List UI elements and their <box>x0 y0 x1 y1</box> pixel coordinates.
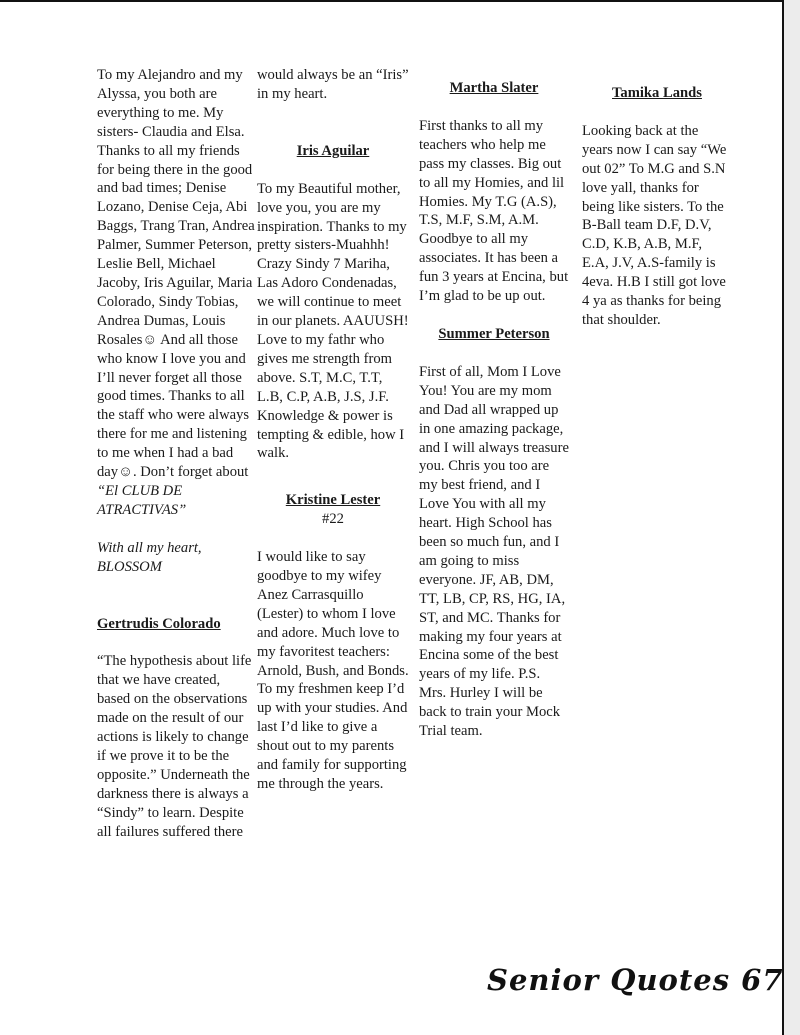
column-1 <box>97 66 255 842</box>
spacer <box>257 161 409 180</box>
student-number: #22 <box>322 511 344 528</box>
quote-text-tamika: Looking back at the years now I can say “We out 02” To M.G and S.N love yall, thanks for being like sisters. To the B-Ball team D.F, D.V, C.D, K.B, A.B, M.F, E.A, J.V, A.S-family is 4eva. H.B I still got love 4 ya as thanks for being that shoulder. <box>582 122 727 328</box>
student-name-iris: Iris Aguilar <box>296 142 370 159</box>
quote-text-kristine: I would like to say goodbye to my wifey Anez Carrasquillo (Lester) to whom I love and adore. Much love to my favoritest teachers: Arnold, Bush, and Bonds. To my freshmen keep I’d up with your studies. And last I’d like to give a shout out to my parents and family for supporting me through the years. <box>257 549 409 792</box>
column-2 <box>257 66 409 794</box>
club-name-italic: “El CLUB DE ATRACTIVAS” <box>97 482 187 518</box>
spacer <box>582 103 732 122</box>
student-name-kristine: Kristine Lester <box>285 492 381 509</box>
quote-text-martha: First thanks to all my teachers who help me pass my classes. Big out to all my Homies, and lil Homies. My T.G (A.S), T.S, M.F, S.M, A.M. Goodbye to all my associates. It has been a fun 3 years at Encina, but I’m glad to be up out. <box>419 117 569 305</box>
signoff-name: BLOSSOM <box>97 558 162 575</box>
spacer <box>257 529 409 548</box>
spacer <box>419 344 569 363</box>
page-top-border <box>0 0 782 2</box>
column-4 <box>582 84 732 330</box>
student-name-gertrudis: Gertrudis Colorado <box>97 615 221 632</box>
spacer <box>257 104 409 142</box>
student-name-summer: Summer Peterson <box>438 325 550 342</box>
quote-text-summer: First of all, Mom I Love You! You are my mom and Dad all wrapped up in one amazing package, and I will always treasure you. Chris you too are my best friend, and I Love You with all my heart. High School has been so much fun, and I am going to miss everyone. JF, AB, DM, TT, LB, CP, RS, HG, IA, ST, and MC. Thanks for making my four years at Encina some of the best years of my life. P.S. Mrs. Hurley I will be back to train your Mock Trial team. <box>419 363 569 740</box>
spacer <box>97 577 255 615</box>
spacer <box>419 98 569 117</box>
student-name-tamika: Tamika Lands <box>612 85 702 101</box>
spacer <box>257 463 409 491</box>
page-footer-title: Senior Quotes 67 <box>487 963 784 997</box>
spacer <box>97 633 255 652</box>
quote-text-alejandro: To my Alejandro and my Alyssa, you both are everything to me. My sisters- Claudia and Elsa. Thanks to all my friends for being there in the good and bad times; Denise Lozano, Denise Ceja, Abi Baggs, Trang Tran, Andrea Palmer, Summer Peterson, Leslie Bell, Michael Jacoby, Iris Aguilar, Maria Colorado, Sindy Tobias, Andrea Dumas, Louis Rosales☺ And all those who know I love you and I’ll never forget all those good times. Thanks to all the staff who were always there for me and listening to me when I had a bad day☺. Don’t forget about “El CLUB DE ATRACTIVAS” <box>97 67 255 518</box>
column-3 <box>419 79 569 741</box>
quote-text-gertrudis: “The hypothesis about life that we have created, based on the observations made on the result of our actions is likely to change if we prove it to be the opposite.” Underneath the darkness there is always a “Sindy” to learn. Despite all failures suffered there <box>97 653 252 840</box>
spacer <box>419 306 569 325</box>
quote-text-iris: To my Beautiful mother, love you, you are my inspiration. Thanks to my pretty sisters-Muahhh! Crazy Sindy 7 Mariha, Las Adoro Condenadas, we will continue to meet in our planets. AAUUSH! Love to my fathr who gives me strength from above. S.T, M.C, T.T, L.B, C.P, A.B, J.S, J.F. Knowledge & power is tempting & edible, how I walk. <box>257 180 409 462</box>
spacer <box>97 520 255 539</box>
signoff-line: With all my heart, <box>97 539 202 556</box>
quote-text-continuation: would always be an “Iris” in my heart. <box>257 67 409 102</box>
student-name-martha: Martha Slater <box>449 80 539 96</box>
page-edge-shadow <box>782 0 800 1035</box>
